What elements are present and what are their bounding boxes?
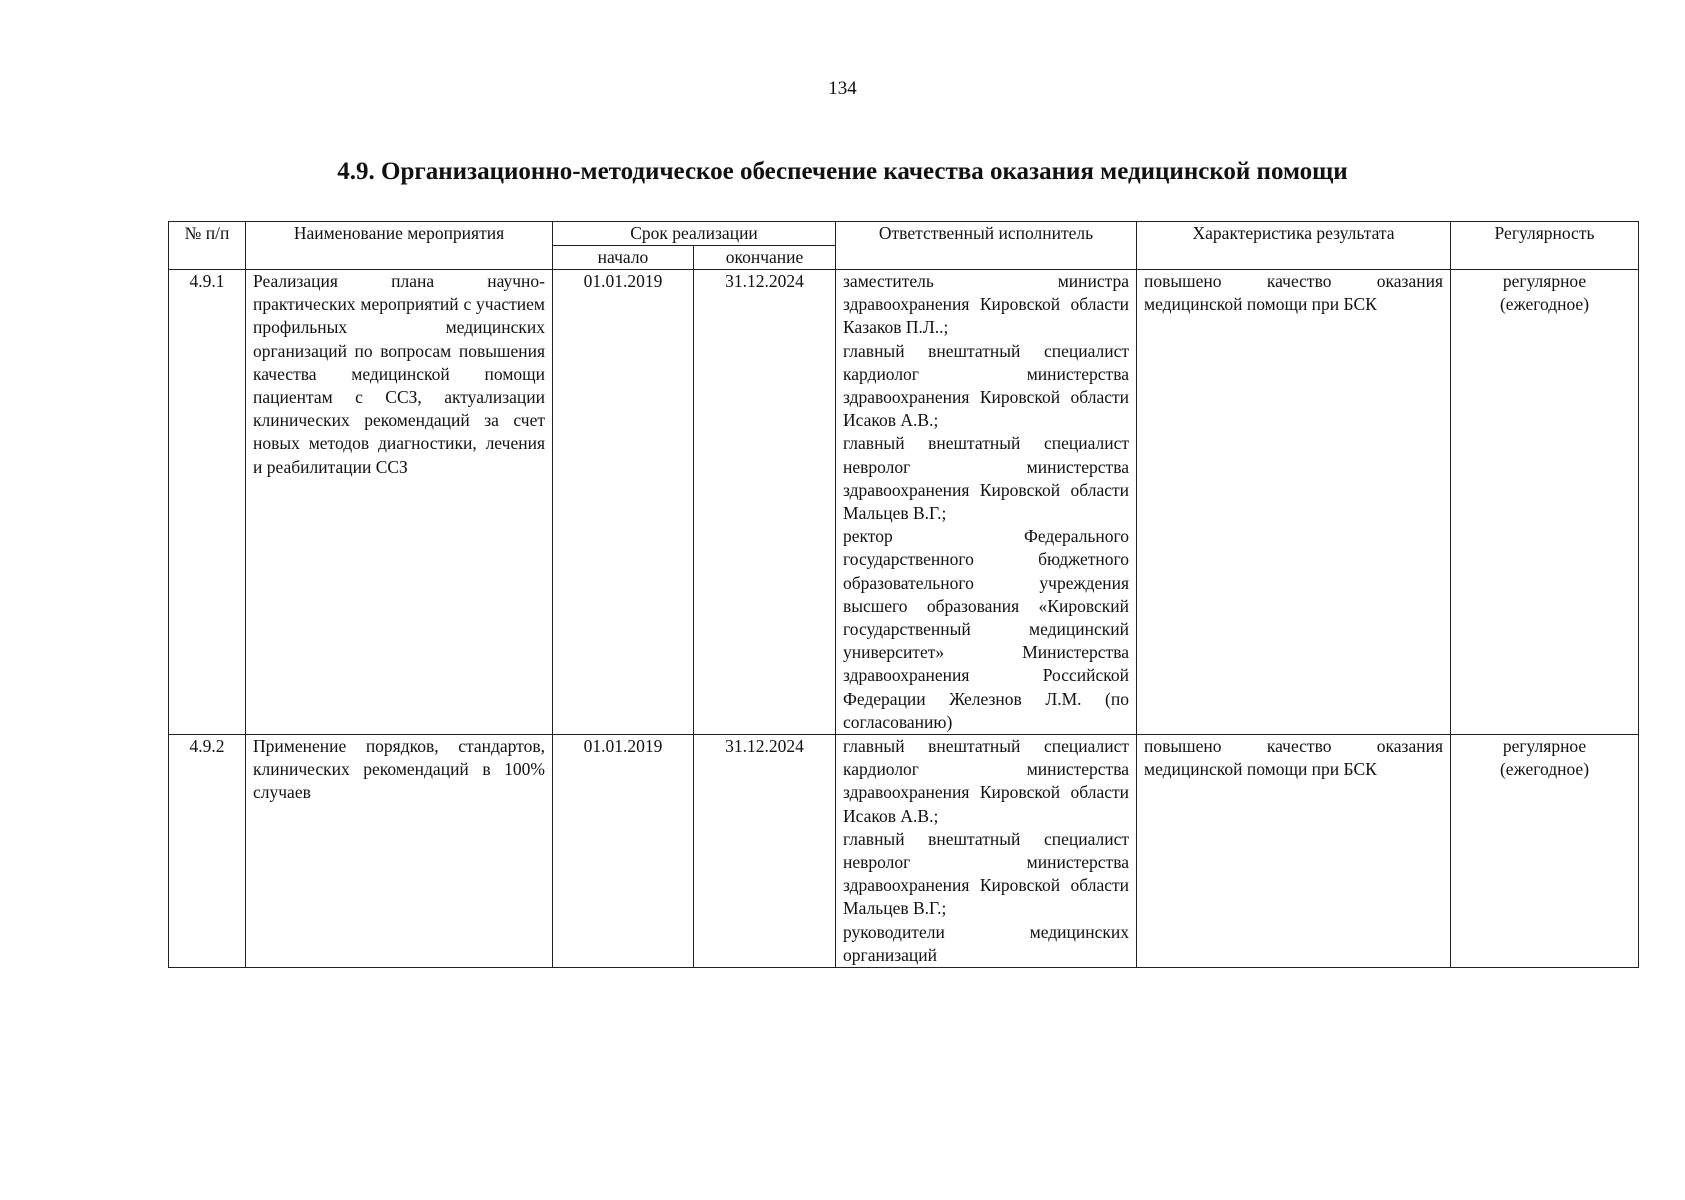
end-date: 31.12.2024 bbox=[694, 270, 836, 735]
measure-name: Применение порядков, стандартов, клинических рекомендаций в 100% случаев bbox=[246, 735, 553, 968]
responsible-person: заместитель министра здравоохранения Кировской области Казаков П.Л..; bbox=[843, 271, 1130, 338]
result-description: повышено качество оказания медицинской помощи при БСК bbox=[1137, 735, 1451, 968]
regularity: регулярное (ежегодное) bbox=[1451, 270, 1639, 735]
table-row bbox=[169, 270, 1639, 735]
result-description: повышено качество оказания медицинской помощи при БСК bbox=[1137, 270, 1451, 735]
header-number: № п/п bbox=[169, 222, 246, 270]
responsible-person: главный внештатный специалист кардиолог министерства здравоохранения Кировской области Исаков А.В.; bbox=[843, 340, 1130, 431]
measure-name: Реализация плана научно-практических мероприятий с участием профильных медицинских организаций по вопросам повышения качества медицинской помощи пациентам с ССЗ, актуализации клинических рекомендаций за счет новых методов диагностики, лечения и реабилитации ССЗ bbox=[246, 270, 553, 735]
header-result: Характеристика результата bbox=[1137, 222, 1451, 270]
start-date: 01.01.2019 bbox=[553, 735, 694, 968]
start-date: 01.01.2019 bbox=[553, 270, 694, 735]
header-responsible: Ответственный исполнитель bbox=[836, 222, 1137, 270]
header-end: окончание bbox=[694, 246, 836, 270]
header-name: Наименование мероприятия bbox=[246, 222, 553, 270]
regularity: регулярное (ежегодное) bbox=[1451, 735, 1639, 968]
row-number: 4.9.2 bbox=[169, 735, 246, 968]
responsible-person: главный внештатный специалист кардиолог министерства здравоохранения Кировской области Исаков А.В.; bbox=[843, 736, 1130, 826]
header-start: начало bbox=[553, 246, 694, 270]
header-period: Срок реализации bbox=[553, 222, 836, 246]
table-row bbox=[169, 735, 1639, 968]
responsible-person: главный внештатный специалист невролог министерства здравоохранения Кировской области Мальцев В.Г.; bbox=[843, 433, 1130, 524]
responsible-person: ректор Федерального государственного бюджетного образовательного учреждения высшего образования «Кировский государственный медицинский университет» Министерства здравоохранения Российской Федерации Железнов Л.М. (по согласованию) bbox=[843, 526, 1130, 732]
responsible-person: главный внештатный специалист невролог министерства здравоохранения Кировской области Мальцев В.Г.; bbox=[843, 828, 1130, 919]
responsible-person: руководители медицинских организаций bbox=[843, 921, 1130, 965]
measures-table bbox=[168, 221, 1639, 968]
responsible-cell bbox=[836, 735, 1137, 968]
section-title: 4.9. Организационно-методическое обеспечение качества оказания медицинской помощи bbox=[337, 158, 1348, 185]
end-date: 31.12.2024 bbox=[694, 735, 836, 968]
responsible-cell bbox=[836, 270, 1137, 735]
page-number: 134 bbox=[828, 78, 857, 99]
header-regularity: Регулярность bbox=[1451, 222, 1639, 270]
row-number: 4.9.1 bbox=[169, 270, 246, 735]
